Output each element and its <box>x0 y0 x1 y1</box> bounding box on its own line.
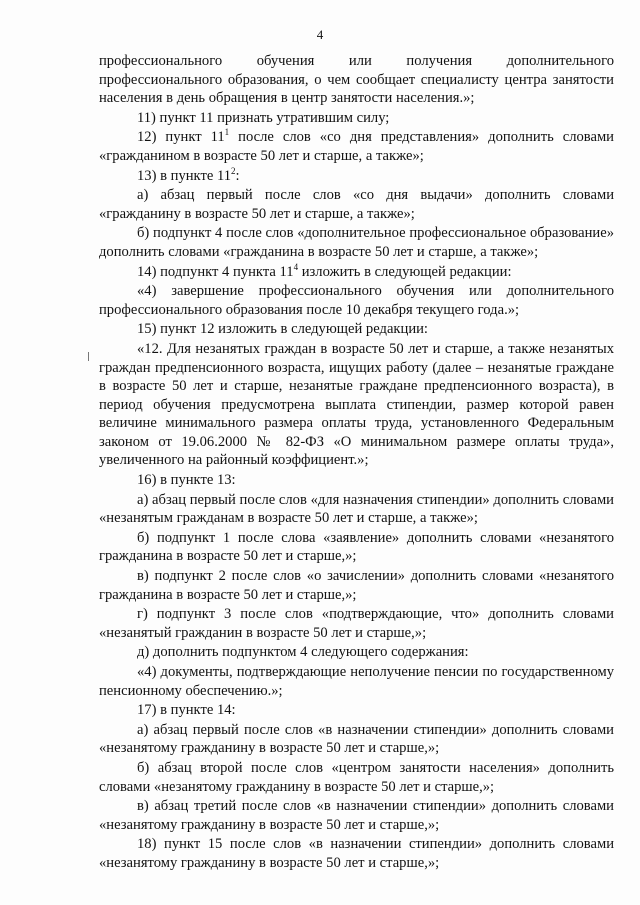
paragraph-text: «4) завершение профессионального обучения или дополнительного профессионального образования после 10 декабря текущего года.»; <box>99 283 614 318</box>
paragraph <box>99 663 614 700</box>
paragraph <box>99 263 614 282</box>
paragraph <box>99 128 614 165</box>
paragraph <box>99 529 614 566</box>
paragraph-text: профессионального обучения или получения дополнительного профессионального образования, о чем сообщает специалисту центра занятости населения в день обращения в центр занятости населения.»; <box>99 53 614 107</box>
paragraph-text: б) абзац второй после слов «центром занятости населения» дополнить словами «незанятому гражданину в возрасте 50 лет и старше,»; <box>99 759 614 795</box>
paragraph-text: 13) в пункте 11 <box>137 167 232 184</box>
paragraph <box>99 186 614 223</box>
paragraph-text: «12. Для незанятых граждан в возрасте 50 лет и старше, а также незанятых граждан предпенсионного возраста, ищущих работу (далее – незанятые граждане в возрасте 50 лет и старше, незанятые граждане предпенсионного возраста), в период обучения предусмотрена выплата стипендии, размер которой равен величине минимального размера оплаты труда, установленного Федеральным законом от 19.06.2000 № 82-ФЗ «О минимальном размере оплаты труда», увеличенного на районный коэффициент.»; <box>99 340 614 469</box>
paragraph-text: 16) в пункте 13: <box>137 472 236 489</box>
paragraph <box>99 759 614 796</box>
paragraph <box>99 721 614 758</box>
paragraph <box>99 52 614 108</box>
paragraph-text: б) подпункт 1 после слова «заявление» дополнить словами «незанятого гражданина в возрасте 50 лет и старше,»; <box>99 529 614 565</box>
paragraph-text: : <box>235 167 240 184</box>
paragraph <box>99 471 614 490</box>
paragraph <box>99 340 614 470</box>
paragraph-text: 15) пункт 12 изложить в следующей редакции: <box>137 321 428 338</box>
margin-mark <box>88 352 89 361</box>
page-number: 4 <box>316 27 324 42</box>
paragraph-text: после слов «со дня представления» дополнить словами «гражданином в возрасте 50 лет и старше, а также»; <box>99 129 614 164</box>
paragraph <box>99 491 614 528</box>
paragraph-text: д) дополнить подпунктом 4 следующего содержания: <box>137 644 469 661</box>
paragraph-text: а) абзац первый после слов «для назначения стипендии» дополнить словами «незанятым гражданам в возрасте 50 лет и старше, а также»; <box>99 491 614 527</box>
paragraph-text: 11) пункт 11 признать утратившим силу; <box>137 109 390 126</box>
paragraph-text: 14) подпункт 4 пункта 11 <box>137 263 294 280</box>
paragraph <box>99 797 614 834</box>
paragraph <box>99 109 614 128</box>
superscript: 1 <box>224 127 230 138</box>
paragraph <box>99 567 614 604</box>
paragraph <box>99 643 614 662</box>
paragraph-text: б) подпункт 4 после слов «дополнительное профессиональное образование» дополнить словами «гражданина в возрасте 50 лет и старше, а также»; <box>99 225 614 260</box>
paragraph-text: а) абзац первый после слов «в назначении стипендии» дополнить словами «незанятому гражданину в возрасте 50 лет и старше,»; <box>99 721 614 757</box>
paragraph-text: в) абзац третий после слов «в назначении стипендии» дополнить словами «незанятому гражданину в возрасте 50 лет и старше,»; <box>99 798 614 833</box>
paragraph <box>99 605 614 642</box>
paragraph-text: в) подпункт 2 после слов «о зачислении» дополнить словами «незанятого гражданина в возрасте 50 лет и старше,»; <box>99 568 614 603</box>
paragraph-text: изложить в следующей редакции: <box>298 263 512 280</box>
paragraph <box>99 224 614 261</box>
paragraph-text: г) подпункт 3 после слов «подтверждающие, что» дополнить словами «незанятый гражданин в возрасте 50 лет и старше,»; <box>99 606 614 641</box>
document-body <box>99 52 614 874</box>
paragraph <box>99 320 614 339</box>
paragraph-text: а) абзац первый после слов «со дня выдачи» дополнить словами «гражданину в возрасте 50 лет и старше, а также»; <box>99 187 614 222</box>
paragraph <box>99 167 614 186</box>
paragraph <box>99 701 614 720</box>
superscript: 2 <box>231 165 236 176</box>
paragraph-text: 12) пункт 11 <box>137 129 225 146</box>
superscript: 4 <box>293 261 299 272</box>
paragraph <box>99 835 614 872</box>
paragraph-text: 18) пункт 15 после слов «в назначении стипендии» дополнить словами «незанятому гражданину в возрасте 50 лет и старше,»; <box>99 836 614 871</box>
paragraph-text: 17) в пункте 14: <box>137 702 236 719</box>
paragraph <box>99 282 614 319</box>
paragraph-text: «4) документы, подтверждающие неполучение пенсии по государственному пенсионному обеспечению.»; <box>99 664 614 699</box>
